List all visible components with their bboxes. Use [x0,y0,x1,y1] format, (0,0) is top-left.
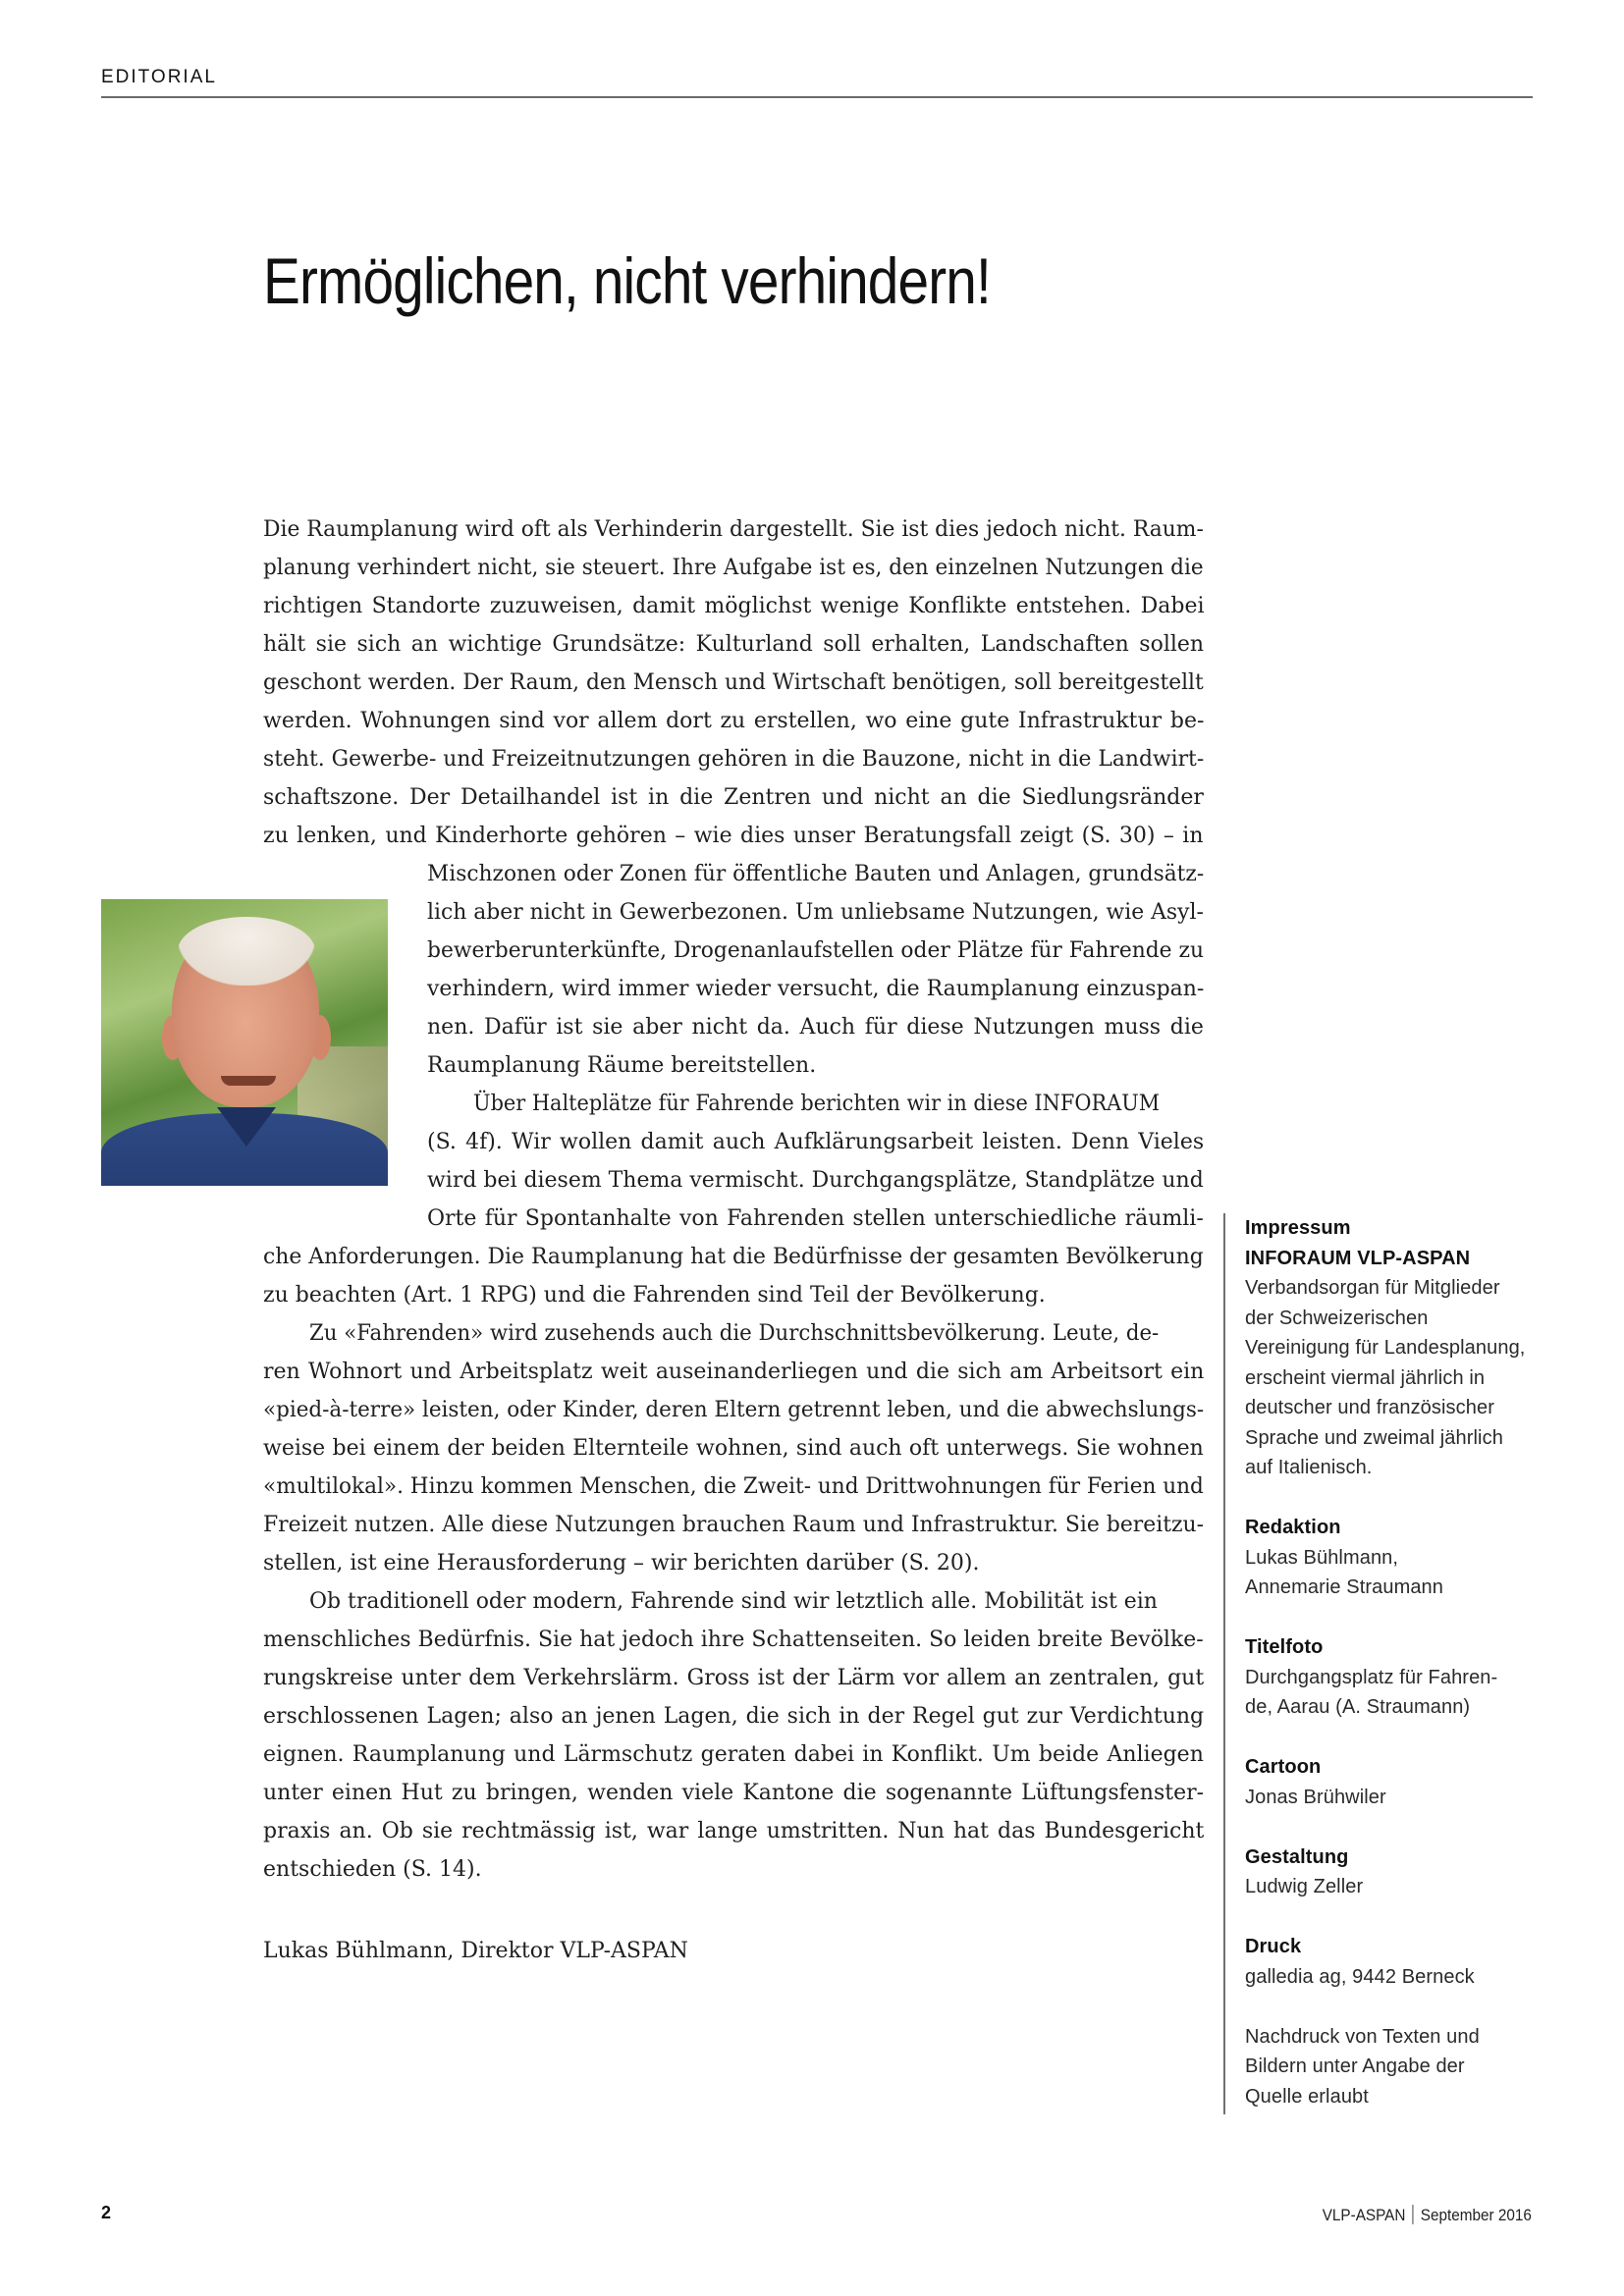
article-line [263,817,1204,855]
footer-publisher: VLP-ASPAN [1322,2206,1406,2224]
article-line [427,970,1204,1008]
impressum-section-label: Cartoon [1245,1756,1322,1778]
article-line [263,1314,1204,1353]
article-title: Ermöglichen, nicht verhindern! [263,244,991,317]
article-line [263,549,1204,587]
article-line-text: verhindern, wird immer wieder versucht, die Raumplanung einzuspan- [427,977,1205,1001]
impressum-section-gestaltung [1245,1842,1540,1902]
article-line-text: bewerberunterkünfte, Drogenanlaufstellen oder Plätze für Fahrende zu [427,938,1204,963]
article-line [427,1008,1204,1046]
impressum-publication: INFORAUM VLP-ASPAN [1245,1247,1471,1269]
impressum-description-line: Vereinigung für Landesplanung, [1245,1337,1526,1359]
article-line-text: entschieden (S. 14). [263,1857,482,1882]
impressum-description-line: auf Italienisch. [1245,1457,1373,1478]
article-line [263,1544,1204,1582]
author-portrait [101,899,388,1186]
article-line [263,1697,1204,1735]
article-line-text: geschont werden. Der Raum, den Mensch und Wirtschaft benötigen, soll bereitgestellt [263,670,1204,695]
footer-divider [1413,2205,1414,2224]
article-line [427,1046,1204,1085]
article-line [263,1621,1204,1659]
article-line [263,1429,1204,1468]
article-line-text: «multilokal». Hinzu kommen Menschen, die Zweit- und Drittwohnungen für Ferien und [263,1474,1204,1499]
signature: Lukas Bühlmann, Direktor VLP-ASPAN [263,1939,688,1963]
impressum-box [1223,1213,1540,2114]
impressum-note-line: Bildern unter Angabe der [1245,2056,1465,2077]
article-line [427,932,1204,970]
article-line-text: weise bei einem der beiden Elternteile wohnen, sind auch oft unterwegs. Sie wohnen [263,1436,1204,1461]
article-line-text: erschlossenen Lagen; also an jenen Lagen, die sich in der Regel gut zur Verdichtung [263,1704,1205,1729]
article-line [263,1468,1204,1506]
article-line [263,1659,1204,1697]
article-line-text: «pied-à-terre» leisten, oder Kinder, deren Eltern getrennt leben, und die abwechslungs- [263,1398,1205,1422]
impressum-description-line: der Schweizerischen [1245,1307,1429,1329]
article-line-text: wird bei diesem Thema vermischt. Durchgangsplätze, Standplätze und [427,1168,1204,1193]
article-line [263,740,1204,778]
article-line-text: zu beachten (Art. 1 RPG) und die Fahrenden sind Teil der Bevölkerung. [263,1283,1046,1308]
article-line-text: Raumplanung Räume bereitstellen. [427,1053,817,1078]
article-line [263,1238,1204,1276]
impressum-section-value: Jonas Brühwiler [1245,1786,1386,1808]
article-line [263,702,1204,740]
article-line [263,587,1204,625]
impressum-description-line: Sprache und zweimal jährlich [1245,1426,1503,1449]
article-line-text: lich aber nicht in Gewerbezonen. Um unliebsame Nutzungen, wie Asyl- [427,900,1204,925]
article-line [263,1391,1204,1429]
impressum-description-line: erscheint viermal jährlich in [1245,1366,1486,1389]
footer-publication-info [1323,2205,1532,2225]
impressum-section-value: Durchgangsplatz für Fahren- [1245,1666,1498,1688]
impressum-description-line: deutscher und französischer [1245,1397,1494,1418]
article-line-text: steht. Gewerbe- und Freizeitnutzungen gehören in die Bauzone, nicht in die Landwirt- [263,747,1205,772]
page-number: 2 [101,2203,112,2222]
article-line [263,625,1204,664]
article-line-text: schaftszone. Der Detailhandel ist in die Zentren und nicht an die Siedlungsränder [263,785,1204,810]
article-line-text: werden. Wohnungen sind vor allem dort zu erstellen, wo eine gute Infrastruktur be- [263,709,1205,733]
article-line-text: ren Wohnort und Arbeitsplatz weit auseinanderliegen und die sich am Arbeitsort ein [263,1360,1205,1384]
article-line-text: nen. Dafür ist sie aber nicht da. Auch für diese Nutzungen muss die [427,1015,1204,1040]
impressum-section-value: Ludwig Zeller [1245,1876,1364,1897]
impressum-note-line: Nachdruck von Texten und [1245,2025,1480,2048]
article-line-text: Mischzonen oder Zonen für öffentliche Bauten und Anlagen, grundsätz- [427,862,1205,886]
article-line [263,664,1204,702]
impressum-section-value: Lukas Bühlmann, [1245,1546,1399,1569]
article-line-text: Freizeit nutzen. Alle diese Nutzungen brauchen Raum und Infrastruktur. Sie bereitzu- [263,1513,1205,1537]
impressum-section-druck [1245,1932,1540,1992]
article-line-text: eignen. Raumplanung und Lärmschutz geraten dabei in Konflikt. Um beide Anliegen [263,1742,1204,1767]
impressum-description-line: Verbandsorgan für Mitglieder [1245,1277,1500,1299]
impressum-section-value: Annemarie Straumann [1245,1576,1444,1598]
article-line [427,893,1204,932]
article-line [427,1161,1204,1200]
article-line [263,510,1204,549]
article-line [263,1353,1204,1391]
impressum-section-cartoon [1245,1752,1540,1812]
impressum-note [1245,2022,1540,2112]
article-line-text: unter einen Hut zu bringen, wenden viele Kantone die sogenannte Lüftungsfenster- [263,1781,1205,1805]
article-line [263,1735,1204,1774]
header-rule [101,96,1533,98]
article-line [427,1085,1204,1123]
article-line [427,855,1204,893]
impressum-section-redaktion [1245,1513,1540,1603]
article-line-text: rungskreise unter dem Verkehrslärm. Gross ist der Lärm vor allem an zentralen, gut [263,1666,1205,1690]
impressum-section-value: galledia ag, 9442 Berneck [1245,1965,1475,1988]
article-line-text: Zu «Fahrenden» wird zusehends auch die Durchschnittsbevölkerung. Leute, de- [309,1321,1160,1346]
article-line-text: menschliches Bedürfnis. Sie hat jedoch ihre Schattenseiten. So leiden breite Bevölke- [263,1628,1204,1652]
article-line [263,1850,1204,1889]
article-line-text: hält sie sich an wichtige Grundsätze: Kulturland soll erhalten, Landschaften sollen [263,632,1205,657]
section-label: EDITORIAL [101,67,217,87]
article-line [263,1812,1204,1850]
article-line-text: praxis an. Ob sie rechtmässig ist, war lange umstritten. Nun hat das Bundesgericht [263,1819,1205,1843]
article-line [263,1506,1204,1544]
article-line-text: (S. 4f). Wir wollen damit auch Aufklärungsarbeit leisten. Denn Vieles [427,1130,1205,1154]
article-line [263,1774,1204,1812]
impressum-heading: Impressum [1245,1217,1351,1239]
impressum-section-label: Titelfoto [1245,1636,1324,1658]
article-line-text: Die Raumplanung wird oft als Verhinderin dargestellt. Sie ist dies jedoch nicht. Raum- [263,517,1204,542]
impressum-section-value: de, Aarau (A. Straumann) [1245,1696,1471,1718]
article-line [427,1123,1204,1161]
footer-issue-date: September 2016 [1420,2206,1532,2224]
impressum-section-label: Redaktion [1245,1517,1341,1538]
article-line [263,778,1204,817]
impressum-section-label: Gestaltung [1245,1845,1349,1868]
article-line-text: stellen, ist eine Herausforderung – wir berichten darüber (S. 20). [263,1551,980,1575]
article-line [263,1276,1204,1314]
impressum-section-label: Druck [1245,1936,1302,1957]
article-line-text: zu lenken, und Kinderhorte gehören – wie dies unser Beratungsfall zeigt (S. 30) – in [263,824,1204,848]
article-line-text: Über Halteplätze für Fahrende berichten wir in diese INFORAUM [473,1092,1161,1116]
article-line [263,1582,1204,1621]
article-line-text: richtigen Standorte zuzuweisen, damit möglichst wenige Konflikte entstehen. Dabei [263,594,1205,618]
article-line-text: Orte für Spontanhalte von Fahrenden stellen unterschiedliche räumli- [427,1206,1204,1231]
impressum-section-titelfoto [1245,1632,1540,1723]
article-line-text: che Anforderungen. Die Raumplanung hat die Bedürfnisse der gesamten Bevölkerung [263,1245,1204,1269]
impressum-note-line: Quelle erlaubt [1245,2085,1369,2108]
article-line [427,1200,1204,1238]
article-line-text: Ob traditionell oder modern, Fahrende sind wir letztlich alle. Mobilität ist ein [309,1589,1158,1614]
article-line-text: planung verhindert nicht, sie steuert. Ihre Aufgabe ist es, den einzelnen Nutzungen die [263,556,1204,580]
